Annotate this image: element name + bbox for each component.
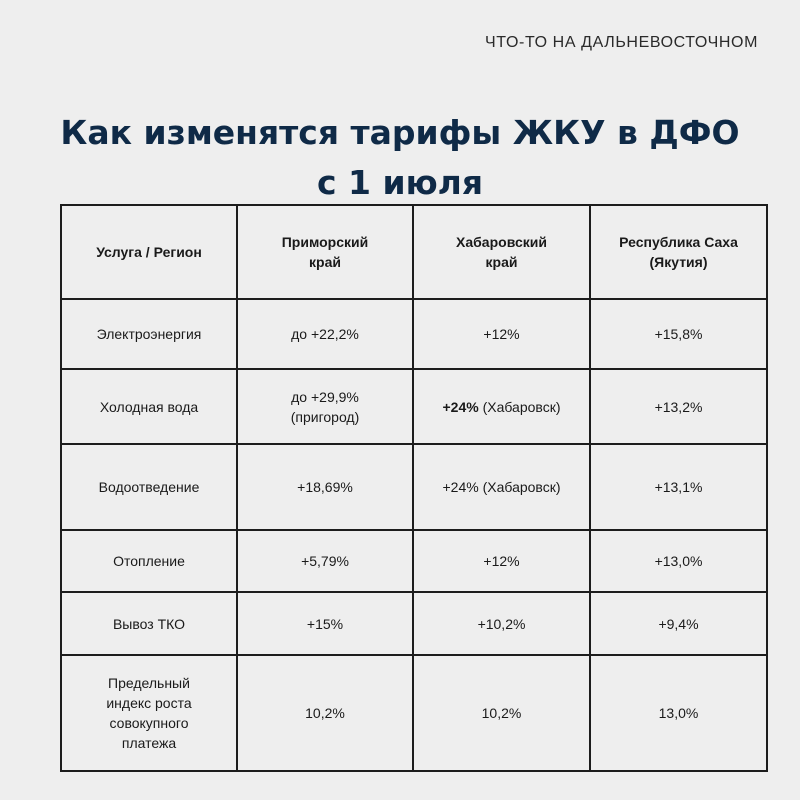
cell-service: Предельный индекс роста совокупного платежа bbox=[61, 655, 237, 771]
cell-khabarovsk bbox=[413, 369, 590, 444]
cell-primorsky: 10,2% bbox=[237, 655, 413, 771]
cell-sakha: +15,8% bbox=[590, 299, 767, 369]
cell-service: Водоотведение bbox=[61, 444, 237, 530]
cell-khabarovsk: 10,2% bbox=[413, 655, 590, 771]
cell-primorsky: до +29,9% (пригород) bbox=[237, 369, 413, 444]
cell-sakha: 13,0% bbox=[590, 655, 767, 771]
cell-service: Холодная вода bbox=[61, 369, 237, 444]
cell-primorsky: до +22,2% bbox=[237, 299, 413, 369]
cell-sakha: +9,4% bbox=[590, 592, 767, 655]
header-service: Услуга / Регион bbox=[61, 205, 237, 299]
table-row bbox=[61, 655, 767, 771]
title-line-2: с 1 июля bbox=[316, 163, 484, 202]
cell-khabarovsk: +12% bbox=[413, 299, 590, 369]
cell-khabarovsk: +24% (Хабаровск) bbox=[413, 444, 590, 530]
cell-sakha: +13,1% bbox=[590, 444, 767, 530]
brand-label: ЧТО-ТО НА ДАЛЬНЕВОСТОЧНОМ bbox=[485, 34, 758, 51]
table-row bbox=[61, 369, 767, 444]
tariff-table bbox=[60, 204, 768, 772]
cell-sakha: +13,2% bbox=[590, 369, 767, 444]
cell-primorsky: +18,69% bbox=[237, 444, 413, 530]
cell-primorsky: +15% bbox=[237, 592, 413, 655]
cell-primorsky: +5,79% bbox=[237, 530, 413, 592]
cell-khabarovsk-value: +24% bbox=[442, 398, 479, 415]
cell-service: Электроэнергия bbox=[61, 299, 237, 369]
page-title bbox=[0, 108, 800, 208]
table-row bbox=[61, 592, 767, 655]
title-line-1: Как изменятся тарифы ЖКУ в ДФО bbox=[60, 113, 740, 152]
cell-khabarovsk: +10,2% bbox=[413, 592, 590, 655]
cell-service: Отопление bbox=[61, 530, 237, 592]
header-primorsky: Приморский край bbox=[237, 205, 413, 299]
cell-sakha: +13,0% bbox=[590, 530, 767, 592]
header-sakha: Республика Саха (Якутия) bbox=[590, 205, 767, 299]
table-row bbox=[61, 299, 767, 369]
table-row bbox=[61, 530, 767, 592]
table-row bbox=[61, 444, 767, 530]
table-header-row bbox=[61, 205, 767, 299]
cell-khabarovsk: +12% bbox=[413, 530, 590, 592]
header-khabarovsk: Хабаровский край bbox=[413, 205, 590, 299]
cell-service: Вывоз ТКО bbox=[61, 592, 237, 655]
cell-khabarovsk-note: (Хабаровск) bbox=[482, 398, 561, 415]
